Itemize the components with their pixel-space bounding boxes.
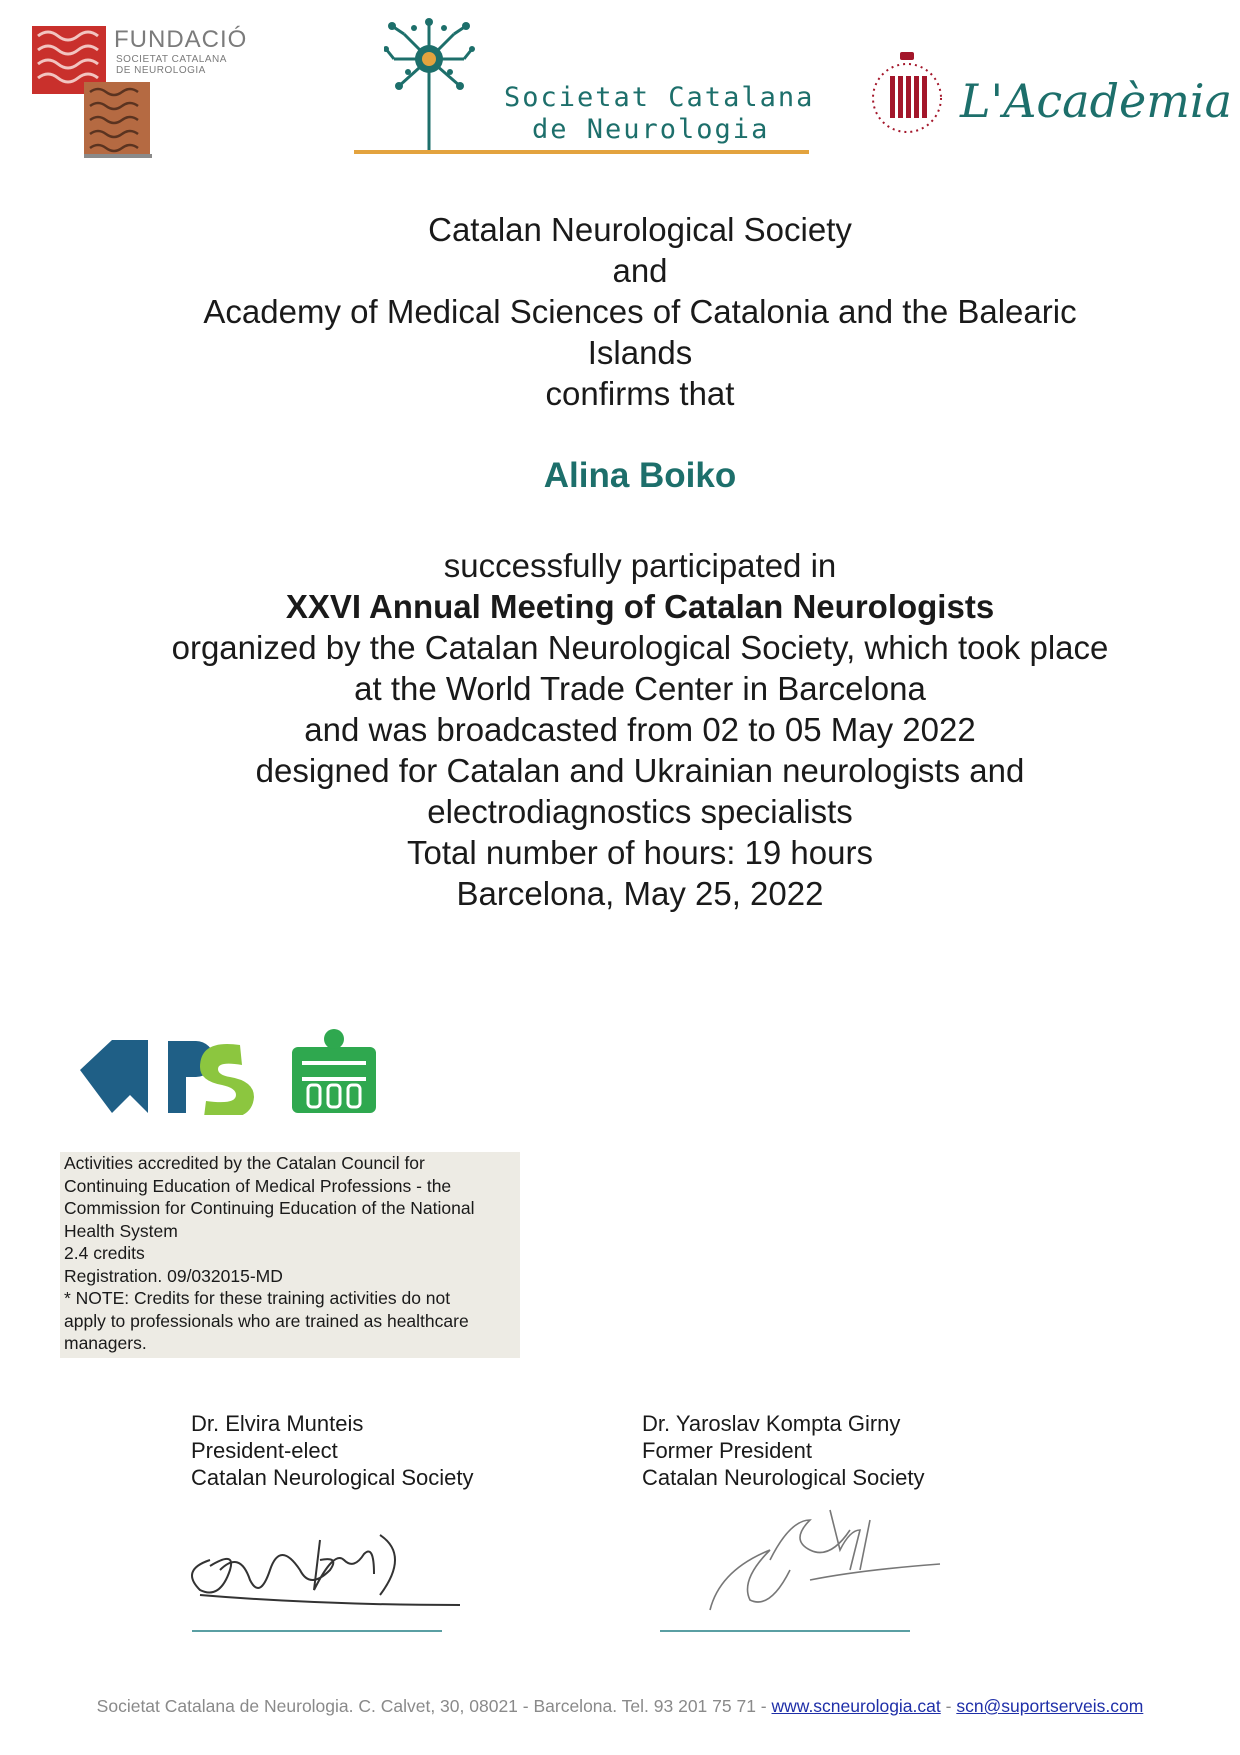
- signer-name: Dr. Elvira Munteis: [191, 1411, 364, 1436]
- total-hours: Total number of hours: 19 hours: [407, 834, 873, 871]
- accreditation-line: Commission for Continuing Education of the National: [64, 1198, 475, 1218]
- intro-line: Academy of Medical Sciences of Catalonia and the Balearic: [203, 293, 1077, 330]
- footer-address: Societat Catalana de Neurologia. C. Calvet, 30, 08021 - Barcelona. Tel. 93 201 75 71 -: [96, 1696, 772, 1716]
- signature-line-2: [660, 1630, 910, 1632]
- fundacio-subtitle: [116, 54, 276, 76]
- signer-org: Catalan Neurological Society: [642, 1465, 925, 1490]
- details-line: successfully participated in: [443, 547, 837, 584]
- scn-name-line1: Societat Catalana: [504, 82, 815, 113]
- intro-block: [100, 209, 1180, 414]
- email-link[interactable]: scn@suportserveis.com: [956, 1696, 1144, 1716]
- website-link[interactable]: www.scneurologia.cat: [771, 1696, 941, 1716]
- footer-separator: -: [940, 1696, 957, 1716]
- scn-name-line2: de Neurologia: [532, 114, 770, 145]
- accreditation-registration: Registration. 09/032015-MD: [64, 1265, 283, 1286]
- signer-role: Former President: [642, 1438, 812, 1463]
- intro-line: confirms that: [545, 375, 735, 412]
- accreditation-credits: 2.4 credits: [64, 1243, 145, 1263]
- accreditation-note: * NOTE: Credits for these training activities do not: [64, 1288, 451, 1308]
- intro-line: and: [612, 252, 668, 289]
- academia-seal-icon: [862, 50, 952, 140]
- fundacio-subtitle-line2: DE NEUROLOGIA: [116, 65, 206, 76]
- fundacio-logo: [32, 26, 262, 166]
- s-letter-icon: [200, 1044, 254, 1115]
- accreditation-note: apply to professionals who are trained as healthcare: [64, 1310, 469, 1331]
- academia-name: L'Acadèmia: [960, 74, 1233, 128]
- fundacio-subtitle-line1: SOCIETAT CATALANA: [116, 54, 227, 65]
- signer-1: [191, 1410, 474, 1491]
- scn-orange-rule: [354, 150, 809, 154]
- footer: [0, 1696, 1240, 1717]
- signature-1: [180, 1500, 480, 1630]
- signer-name: Dr. Yaroslav Kompta Girny: [642, 1411, 901, 1436]
- details-line: designed for Catalan and Ukrainian neurologists and: [255, 752, 1025, 789]
- event-title: XXVI Annual Meeting of Catalan Neurologists: [285, 588, 995, 625]
- details-line: organized by the Catalan Neurological Society, which took place: [171, 629, 1109, 666]
- accreditation-box: [60, 1152, 520, 1358]
- arrow-icon: [80, 1040, 148, 1113]
- issue-date: Barcelona, May 25, 2022: [456, 875, 824, 912]
- signature-2: [690, 1500, 990, 1630]
- intro-line: Islands: [587, 334, 693, 371]
- intro-line: Catalan Neurological Society: [428, 211, 852, 248]
- accreditation-line: Health System: [64, 1220, 178, 1241]
- details-line: at the World Trade Center in Barcelona: [354, 670, 926, 707]
- accreditation-logos: [80, 1025, 390, 1115]
- scn-logo: [354, 14, 814, 156]
- details-block: [100, 545, 1180, 914]
- details-line: and was broadcasted from 02 to 05 May 2022: [304, 711, 976, 748]
- accreditation-logos-graphic: [80, 1025, 390, 1115]
- academia-logo: [862, 50, 1233, 146]
- signer-org: Catalan Neurological Society: [191, 1465, 474, 1490]
- neuron-icon: [384, 14, 494, 154]
- fundacio-title: FUNDACIÓ: [114, 26, 248, 53]
- details-line: electrodiagnostics specialists: [427, 793, 853, 830]
- signature-line-1: [192, 1630, 442, 1632]
- recipient-name: Alina Boiko: [543, 456, 737, 495]
- accreditation-line: Activities accredited by the Catalan Council for: [64, 1153, 425, 1173]
- signer-2: [642, 1410, 925, 1491]
- signer-role: President-elect: [191, 1438, 338, 1463]
- accreditation-line: Continuing Education of Medical Professions - the: [64, 1175, 452, 1196]
- accreditation-note: managers.: [64, 1333, 147, 1353]
